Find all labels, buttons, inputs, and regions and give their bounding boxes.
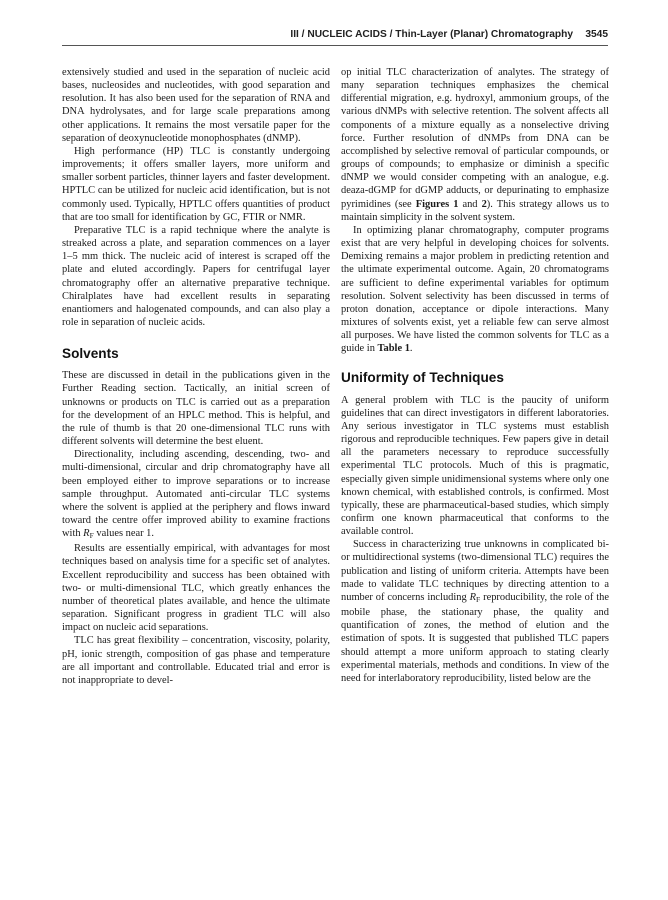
paragraph-text: reproducibility, the role of the mobile phase, the stationary phase, the quality and quantification of zones, the method of elution and the estimation of spots. It is suggested that published TLC papers should attempt a more uniform approach to stating clearly experimental materials, methods and conditions. In view of the need for interlaboratory reproducibility, listed below are the [341, 591, 610, 684]
rf-subscript: F [476, 594, 481, 604]
figure-reference[interactable]: Figures 1 [415, 198, 459, 210]
paragraph-text: ). This strategy allows us to maintain simplicity in the solvent system. [341, 198, 610, 223]
section-heading-uniformity: Uniformity of Techniques [341, 370, 504, 386]
section-heading-solvents: Solvents [62, 346, 119, 362]
rf-symbol: R [83, 528, 90, 540]
paragraph: High performance (HP) TLC is constantly undergoing improvements; it offers smaller layers, more uniform and smaller sorbent particles, thinner layers and faster development. HPTLC can be utilized for nucleic acid identification, but is not commonly used. Typically, HPTLC offers quantities of product that are too small for identification by GC, FTIR or NMR. [62, 145, 330, 223]
paragraph: Results are essentially empirical, with advantages for most techniques based on analysis time for a specific set of analytes. Excellent reproducibility and success has been obtained with two- or multi-dimensional TLC, which greatly enhances the number of theoretical plates available, and hence the ultimate separation. Significant progress in gradient TLC will also impact on nucleic acid separations. [62, 543, 330, 634]
paragraph [341, 538, 609, 685]
paragraph: These are discussed in detail in the publications given in the Further Reading section. Tactically, an initial screen of unknowns or products on TLC is carried out as a preparation for the development of an HPLC method. This is helpful, and the rule of thumb is that 20 one-dimensional TLC runs with different solvents will determine the best eluent. [62, 370, 330, 448]
table-reference[interactable]: Table 1 [377, 343, 410, 355]
paragraph: Preparative TLC is a rapid technique where the analyte is streaked across a plate, and separation commences on a layer 1–5 mm thick. The nucleic acid of interest is scraped off the plate and eluted accordingly. Papers for centrifugal layer chromatography offer an alternative preparative technique. Chiralplates have had excellent results in separating enantiomers and halogenated compounds, and can also play a role in separation of nucleic acids. [62, 224, 330, 328]
rf-symbol: R [469, 591, 477, 603]
left-column [62, 66, 330, 687]
paragraph-text: values near 1. [96, 528, 155, 540]
paragraph [341, 66, 609, 224]
page-number: 3545 [585, 29, 608, 40]
paragraph-text: op initial TLC characterization of analytes. The strategy of many separation techniques emphasizes the chemical differential migration, e.g. hydroxyl, ammonium groups, of the various dNMPs with selective retention. The solvent affects all components of a mixture equally as a nonselective driving force. Further resolution of dNMPs from DNA can be accomplished by selective removal of particular compounds, or groups of compounds; to emphasize or diminish a specific dNMP we would consider competing with an analogue, e.g. deaza-dGMP for dGMP adducts, or depurinating to emphasize pyrimidines (see [341, 67, 609, 210]
paragraph: TLC has great flexibility – concentration, viscosity, polarity, pH, ionic strength, composition of gas phase and temperature are all important and controllable. Educated trial and error is not inappropriate to devel- [62, 635, 330, 686]
paragraph [341, 224, 609, 356]
paragraph [62, 448, 330, 542]
paragraph: extensively studied and used in the separation of nucleic acid bases, nucleosides and nucleotides, with good separation and resolution. It has also been used for the separation of RNA and DNA hydrolysates, and for large scale preparations among other applications. It remains the most versatile paper for the separation of deoxynucleotide monophosphates (dNMP). [62, 67, 330, 144]
rf-subscript: F [89, 531, 94, 541]
paragraph-text: Success in characterizing true unknowns in complicated bi- or multidirectional systems (two-dimensional TLC) requires the publication and listing of uniform criteria. Attempts have been made to validate TLC techniques by directing attention to a number of concerns including [341, 539, 609, 603]
paragraph-text: . [409, 343, 413, 355]
right-column [341, 66, 609, 685]
paragraph-text: Directionality, including ascending, descending, two- and multi-dimensional, circular and drip chromatography have all been employed either to improve separations or to increase sample throughput. Automated anti-circular TLC systems where the solvent is applied at the periphery and flows inward toward the centre offer improved ability to examine fractions with [62, 449, 330, 540]
paragraph-text: In optimizing planar chromatography, computer programs exist that are very helpful in developing choices for solvents. Demixing remains a major problem in predicting retention and the ultimate experimental outcome. Again, 20 chromatograms are sufficient to define experimental variables for optimum resolution. Solvent selectivity has been discussed in terms of proton donation, acceptance or dipole interactions. Many mixtures of solvents exist, yet a reliable few can serve almost all purposes. We have listed the common solvents for TLC as a guide in [341, 224, 609, 355]
paragraph-text: and [462, 198, 478, 210]
figure-reference[interactable]: 2 [481, 198, 487, 210]
running-head: III / NUCLEIC ACIDS / Thin-Layer (Planar) Chromatography [290, 29, 573, 40]
paragraph: A general problem with TLC is the paucity of uniform guidelines that can direct investigators in different laboratories. Any serious investigator in TLC systems must establish rigorous and reproducible techniques. Few papers give in detail all the parameters necessary to reproduce successfully experimental TLC protocols. Much of this is pragmatic, especially given simple unidimensional systems where only one known chemical, with established controls, is confirmed. Most typically, these are pharmaceutical-based studies, which simply confirm one known pharmaceutical that conforms to the available control. [341, 394, 609, 538]
